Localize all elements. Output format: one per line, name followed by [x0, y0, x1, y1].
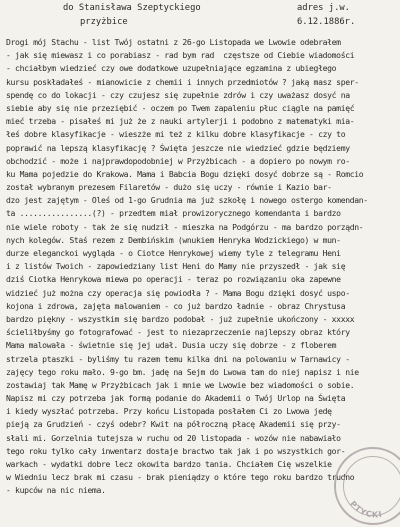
sender-address: adres j.w.	[297, 3, 350, 13]
letter-line: - jak się miewasz i co porabiasz - rad bym rad częstsze od Ciebie wiadomości	[6, 50, 355, 61]
letter-line: widzieć już można czy operacja się powiodła ? - Mama Bogu dzięki dosyć uspo-	[6, 287, 350, 298]
letter-line: poprawić na lepszą klasyfikację ? Święta jeszcze nie wiedzieć gdzie będziemy	[6, 142, 350, 153]
letter-line: dziś Ciotka Henrykowa miewa po operacji - teraz po rozwiązaniu oka zapewne	[6, 274, 341, 285]
letter-line: Mama malowała - świetnie się jej udał. Dusia uczy się dobrze - z floberem	[6, 340, 337, 351]
stamp-seal	[336, 449, 400, 527]
letter-line: tego roku tylko cały inwentarz dostaje bractwo tak jak i po wszystkich gor-	[6, 445, 346, 456]
place: przyżbice	[80, 17, 128, 27]
letter-line: ścieliłbyśmy go fotografować - jest to niezaprzeczenie najlepszy obraz który	[6, 327, 350, 338]
letter-line: kursu poskładałeś - mianowicie z chemii i innych przedmiotów ? jaką masz sper-	[6, 76, 359, 87]
letter-line: bardzo piękny - wszystkim się bardzo podobał - już zupełnie ukończony - xxxxx	[6, 313, 355, 324]
letter-line: zostawiaj tak Mamę w Przyżbicach jak i mnie we Lwowie bez wiadomości o sobie.	[6, 379, 355, 390]
letter-line: - kupców na nic niema.	[6, 485, 106, 496]
letter-line: nych kolegów. Staś rezem z Dembińskim (wnukiem Henryka Wodzickiego) w mun-	[6, 234, 341, 245]
letter-line: strzela ptaszki - byliśmy tu razem temu kilka dni na polowaniu w Tarnawicy -	[6, 353, 350, 364]
letter-line: obchodzić - może i najprawdopodobniej w Przyżbicach - a dopiero po nowym ro-	[6, 155, 350, 166]
letter-line: łeś dobre klasyfikacje - wieszże mi też z kilku dobre klasyfikacje - czy to	[6, 129, 346, 140]
letter-line: ku Mama pojedzie do Krakowa. Mama i Babcia Bogu dzięki dosyć dobrze są - Romcio	[6, 168, 364, 179]
letter-line: kojona i zdrowa, zajęta malowaniem - co już bardzo ładnie - obraz Chrystusa	[6, 300, 346, 311]
stamp-text: PTYCKI	[348, 499, 384, 520]
letter-line: siebie aby się nie przeziębić - oczem po Twem zapaleniu płuc ciągle na pamięć	[6, 102, 355, 113]
letter-line: i kiedy wyszłać potrzeba. Przy końcu Listopada posłałem Ci zo Lwowa jedę	[6, 406, 332, 417]
archive-stamp	[334, 447, 400, 525]
letter-line: - chciałbym wiedzieć czy owe dodatkowe uzupełniające egzamina z ubiegłego	[6, 63, 337, 74]
svg-text:PTYCKI	[348, 499, 383, 519]
letter-line: pieją za Grudzień - czyś odebr? Kwit na półroczną płacę Akademii się przy-	[6, 419, 341, 430]
letter-line: ta ................(?) - przedtem miał prowizorycznego komendanta i bardzo	[6, 208, 341, 219]
letter-line: zajęcy tego roku mało. 9-go bm. jadę na Sejm do Lwowa tam do niej napisz i nie	[6, 366, 359, 377]
letter-line: mieć trzeba - pisałeś mi już że z nauki artylerji i podobno z matematyki mia-	[6, 116, 355, 127]
letter-body	[6, 36, 396, 498]
letter-line: warkach - wydatki dobre lecz okowita bardzo tania. Chciałem Cię wszelkie	[6, 459, 332, 469]
letter-line: Drogi mój Stachu - list Twój ostatni z 26-go Listopada we Lwowie odebrałem	[6, 37, 341, 47]
letter-line: Napisz mi czy potrzeba jak formą podanie do Akademii o Twój Urlop na Święta	[6, 393, 346, 404]
letter-line: dzo jest zajętym - Oleś od 1-go Grudnia ma już szkołę i nowego ostergo komendan-	[6, 195, 368, 206]
letter-line: nie wiele roboty - tak że się nudził - mieszka na Podgórzu - ma bardzo porządn-	[6, 221, 364, 232]
letter-line: durze eleganckoi wygląda - o Ciotce Henrykowej wiemy tyle z telegramu Heni	[6, 248, 341, 258]
letter-line: słali mi. Gorzelnia tutejsza w ruchu od 20 listopada - wozów nie nabawiało	[6, 432, 341, 443]
letter-line: i z listów Twoich - zapowiedziany list Heni do Mamy nie przyszedł - jak się	[6, 261, 346, 272]
letter-line: w Wiedniu lecz brak mi czasu - brak pieniądzy o które tego roku bardzo trudno	[6, 472, 355, 483]
letter-date: 6.12.1886r.	[297, 17, 356, 27]
addressee: do Stanisława Szeptyckiego	[63, 3, 201, 13]
letter-line: spendę co do lokacji - czy czujesz się zupełnie zdrów i czy uważasz dosyć na	[6, 89, 350, 100]
letter-line: został wybranym prezesem Filaretów - dużo się uczy - równie i Kazio bar-	[6, 182, 332, 193]
